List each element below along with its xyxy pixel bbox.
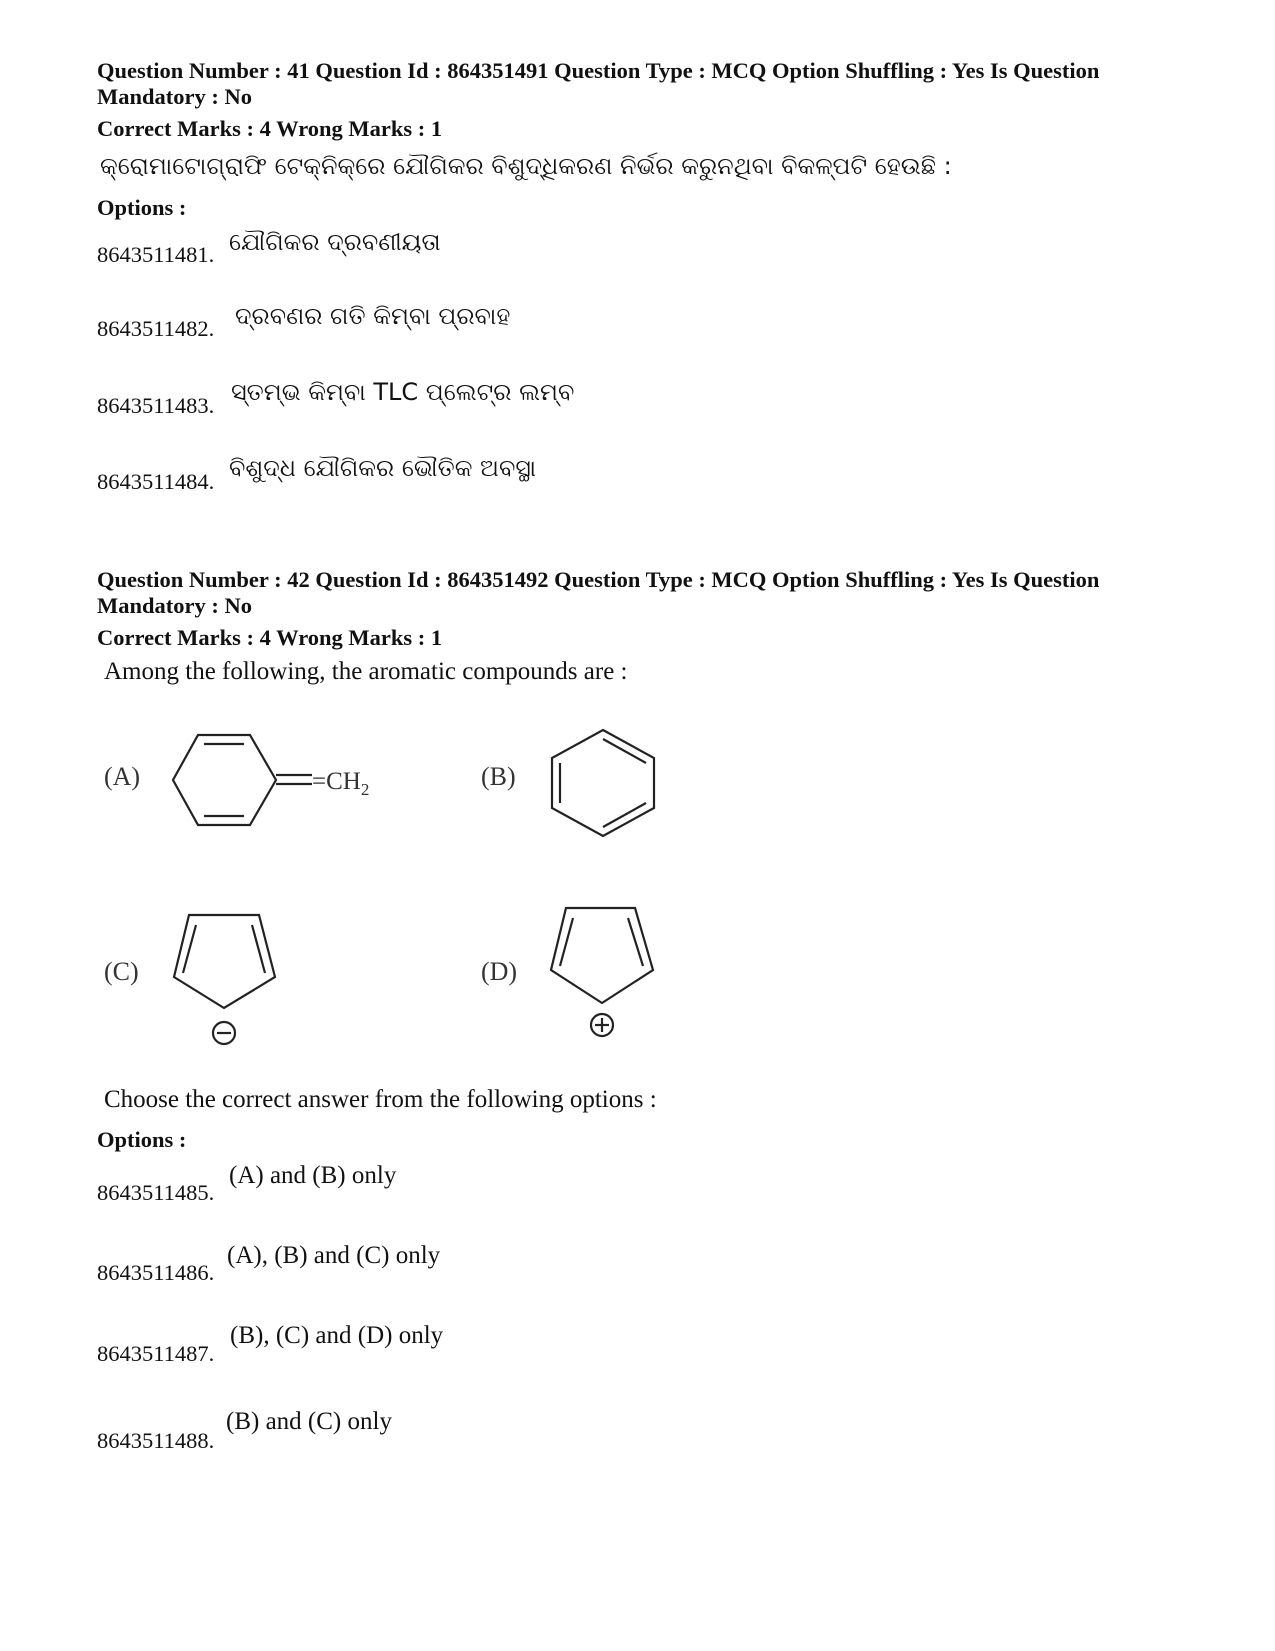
question-header-line2: Mandatory : No bbox=[97, 593, 252, 618]
structure-label-c: (C) bbox=[104, 957, 139, 986]
question-header-line1: Question Number : 42 Question Id : 864351492 Question Type : MCQ Option Shuffling : Yes Is Question bbox=[97, 567, 1100, 592]
question-text: କ୍ରୋମାଟୋଗ୍ରାଫି ଟେକ୍‌ନିକ୍‌ରେ ଯୌଗିକର ବିଶୁଦ୍ଧିକରଣ ନିର୍ଭର କରୁନଥିବା ବିକଳ୍ପଟି ହେଉଛି : bbox=[100, 152, 952, 180]
question-header-line2: Mandatory : No bbox=[97, 84, 252, 109]
question-marks: Correct Marks : 4 Wrong Marks : 1 bbox=[97, 116, 443, 141]
option-text: ଦ୍ରବଣର ଗତି କିମ୍ବା ପ୍ରବାହ bbox=[235, 302, 511, 330]
option-id: 8643511484. bbox=[97, 469, 215, 494]
option-id: 8643511483. bbox=[97, 393, 215, 418]
question-text: Among the following, the aromatic compounds are : bbox=[104, 658, 628, 685]
question-marks: Correct Marks : 4 Wrong Marks : 1 bbox=[97, 625, 443, 650]
option-text: ସ୍ତମ୍ଭ କିମ୍ବା TLC ପ୍ଲେଟ୍‌ର ଲମ୍ବ bbox=[231, 378, 575, 406]
structure-label-b: (B) bbox=[481, 762, 516, 791]
option-text: ବିଶୁଦ୍ଧ ଯୌଗିକର ଭୌତିକ ଅବସ୍ଥା bbox=[229, 454, 537, 482]
structure-label-d: (D) bbox=[481, 957, 518, 986]
option-text: (A), (B) and (C) only bbox=[227, 1242, 441, 1269]
option-text: (B) and (C) only bbox=[226, 1408, 392, 1435]
structure-b-benzene bbox=[545, 722, 665, 842]
instruction-text: Choose the correct answer from the following options : bbox=[104, 1086, 657, 1113]
ch2-label: $=CH_2$ bbox=[312, 768, 370, 799]
structure-label-a: (A) bbox=[104, 762, 141, 791]
options-label: Options : bbox=[97, 1127, 187, 1152]
question-header-line1: Question Number : 41 Question Id : 864351491 Question Type : MCQ Option Shuffling : Yes Is Question bbox=[97, 58, 1100, 83]
structure-d-cyclopentadienyl-cation bbox=[543, 898, 663, 1048]
options-label: Options : bbox=[97, 195, 187, 220]
option-id: 8643511488. bbox=[97, 1428, 215, 1453]
option-id: 8643511482. bbox=[97, 316, 215, 341]
option-id: 8643511485. bbox=[97, 1180, 215, 1205]
option-id: 8643511487. bbox=[97, 1341, 215, 1366]
option-id: 8643511481. bbox=[97, 242, 215, 267]
option-text: (A) and (B) only bbox=[229, 1162, 397, 1189]
option-id: 8643511486. bbox=[97, 1260, 215, 1285]
structure-c-cyclopentadienyl-anion bbox=[165, 905, 285, 1055]
option-text: (B), (C) and (D) only bbox=[230, 1322, 444, 1349]
option-text: ଯୌଗିକର ଦ୍ରବଣୀୟତା bbox=[229, 228, 441, 256]
